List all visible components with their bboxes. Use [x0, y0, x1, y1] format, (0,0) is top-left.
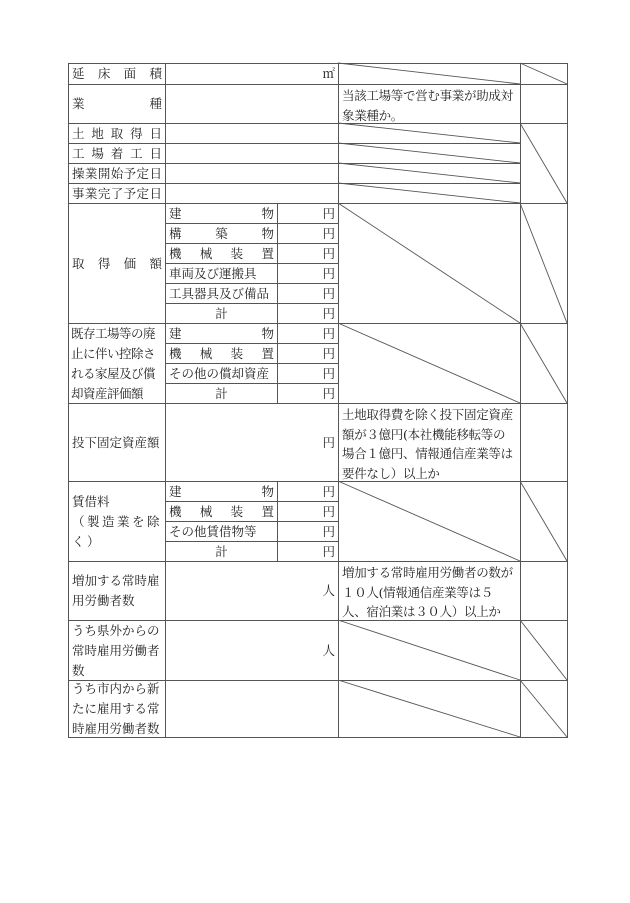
operation-start-date-label — [68, 163, 166, 184]
acquisition-item-tools-label: 工具器具及び備品 — [165, 283, 278, 304]
unit-yen: 円 — [322, 285, 335, 301]
unit-person: 人 — [322, 642, 335, 658]
rental-fee-label-line2: （製造業を除く） — [72, 513, 163, 549]
city-new-hires-label: うち市内から新たに雇用する常時雇用労働者数 — [68, 680, 166, 738]
deduction-total-input[interactable] — [277, 383, 339, 404]
factory-start-date-check-cell — [338, 143, 521, 164]
char: 予 — [123, 165, 137, 181]
char: 物 — [261, 483, 274, 499]
char: 積 — [149, 66, 162, 81]
rental-item-building-input[interactable] — [277, 481, 339, 502]
industry-result-cell[interactable] — [520, 84, 568, 124]
rental-item-machinery-label — [165, 501, 278, 522]
rental-result-cell — [520, 481, 568, 562]
rental-item-other-label: その他賃借物等 — [165, 521, 278, 542]
rental-fee-label-line1: 賃借料 — [72, 493, 110, 509]
char: 建 — [169, 325, 182, 341]
char: 事 — [72, 185, 85, 201]
char: 機 — [169, 245, 182, 261]
char: 取 — [72, 255, 85, 271]
unit-person: 人 — [322, 583, 335, 598]
char: 日 — [149, 185, 162, 201]
city-new-hires-result-cell — [520, 680, 568, 738]
deduction-check-cell — [338, 323, 521, 404]
land-acquisition-date-input[interactable] — [165, 123, 339, 144]
fixed-asset-result-cell[interactable] — [520, 403, 568, 482]
acquisition-item-structure-label — [165, 223, 278, 244]
char: 開 — [97, 165, 111, 181]
unit-yen: 円 — [322, 305, 335, 321]
char: 建 — [169, 205, 182, 221]
unit-sqm: ㎡ — [322, 66, 335, 81]
unit-yen: 円 — [322, 325, 335, 341]
char: 了 — [110, 185, 124, 201]
acquisition-total-label: 計 — [165, 303, 278, 324]
char: 機 — [169, 503, 182, 519]
fixed-asset-investment-input[interactable] — [165, 403, 339, 482]
floor-area-input[interactable] — [165, 63, 339, 85]
added-workers-criteria-note: 増加する常時雇用労働者の数が１０人(情報通信産業等は５人、宿泊業は３０人）以上か — [338, 561, 521, 621]
outside-prefecture-check-cell — [338, 620, 521, 681]
project-completion-date-input[interactable] — [165, 183, 339, 204]
floor-area-check-cell — [338, 63, 521, 85]
char: 建 — [169, 483, 182, 499]
deduction-item-other-assets-label: その他の償却資産 — [165, 363, 278, 384]
land-acquisition-date-check-cell — [338, 123, 521, 144]
char: 置 — [261, 345, 274, 361]
char: 日 — [149, 165, 162, 181]
deduction-result-cell — [520, 323, 568, 404]
unit-yen: 円 — [322, 543, 335, 559]
unit-yen: 円 — [322, 265, 335, 281]
acquisition-item-building-input[interactable] — [277, 203, 339, 224]
char: 取 — [110, 125, 124, 141]
deduction-item-machinery-input[interactable] — [277, 343, 339, 364]
fixed-asset-investment-label: 投下固定資産額 — [68, 403, 166, 482]
unit-yen: 円 — [322, 523, 335, 539]
char: 物 — [261, 325, 274, 341]
rental-item-building-label — [165, 481, 278, 502]
char: 物 — [261, 225, 274, 241]
unit-yen: 円 — [322, 503, 335, 519]
floor-area-label — [68, 63, 166, 85]
char: 種 — [149, 96, 162, 111]
city-new-hires-input[interactable] — [165, 680, 339, 738]
char: 械 — [199, 345, 213, 361]
outside-prefecture-workers-label: うち県外からの常時雇用労働者数 — [68, 620, 166, 681]
char: 着 — [110, 145, 124, 161]
unit-yen: 円 — [322, 245, 335, 261]
char: 械 — [199, 503, 213, 519]
fixed-asset-criteria-note: 土地取得費を除く投下固定資産額が３億円(本社機能移転等の場合１億円、情報通信産業等は要件なし）以上か — [338, 403, 521, 482]
land-acquisition-date-label — [68, 123, 166, 144]
char: 装 — [230, 245, 244, 261]
acquisition-price-label — [68, 203, 166, 324]
char: 築 — [215, 225, 228, 241]
dates-result-cell — [520, 123, 568, 204]
char: 置 — [261, 503, 274, 519]
project-completion-date-check-cell — [338, 183, 521, 204]
char: 操 — [72, 165, 85, 181]
char: 得 — [130, 125, 143, 141]
char: 工 — [130, 145, 143, 161]
industry-label — [68, 84, 166, 124]
char: 構 — [169, 225, 182, 241]
acquisition-item-machinery-label — [165, 243, 278, 264]
char: 業 — [84, 165, 98, 181]
factory-start-date-label — [68, 143, 166, 164]
acquisition-item-machinery-input[interactable] — [277, 243, 339, 264]
unit-yen: 円 — [322, 385, 335, 401]
unit-yen: 円 — [322, 483, 335, 499]
acquisition-item-tools-input[interactable] — [277, 283, 339, 304]
rental-total-input[interactable] — [277, 541, 339, 562]
acquisition-total-input[interactable] — [277, 303, 339, 324]
char: 機 — [169, 345, 182, 361]
deduction-total-label: 計 — [165, 383, 278, 404]
unit-yen: 円 — [322, 365, 335, 381]
existing-factory-deduction-label: 既存工場等の廃止に伴い控除される家屋及び償却資産評価額 — [68, 323, 166, 404]
char: 予 — [123, 185, 137, 201]
char: 定 — [136, 165, 150, 181]
floor-area-result-cell — [520, 63, 568, 85]
unit-yen: 円 — [322, 205, 335, 221]
project-completion-date-label — [68, 183, 166, 204]
rental-item-machinery-input[interactable] — [277, 501, 339, 522]
acquisition-item-structure-input[interactable] — [277, 223, 339, 244]
char: 装 — [230, 503, 244, 519]
operation-start-date-input[interactable] — [165, 163, 339, 184]
char: 完 — [97, 185, 111, 201]
industry-input[interactable] — [165, 84, 339, 124]
acquisition-result-cell — [520, 203, 568, 324]
deduction-item-building-label — [165, 323, 278, 344]
char: 地 — [91, 125, 104, 141]
char: 定 — [136, 185, 150, 201]
operation-start-date-check-cell — [338, 163, 521, 184]
acquisition-item-vehicles-label: 車両及び運搬具 — [165, 263, 278, 284]
char: 床 — [97, 66, 111, 81]
acquisition-item-building-label — [165, 203, 278, 224]
added-workers-result-cell[interactable] — [520, 561, 568, 621]
char: 土 — [72, 125, 85, 141]
char: 置 — [261, 245, 274, 261]
char: 額 — [149, 255, 162, 271]
outside-prefecture-workers-input[interactable] — [165, 620, 339, 681]
char: 得 — [97, 255, 111, 271]
char: 日 — [149, 125, 162, 141]
rental-check-cell — [338, 481, 521, 562]
char: 装 — [230, 345, 244, 361]
deduction-item-building-input[interactable] — [277, 323, 339, 344]
char: 業 — [72, 96, 85, 111]
acquisition-check-cell — [338, 203, 521, 324]
deduction-item-machinery-label — [165, 343, 278, 364]
added-workers-label: 増加する常時雇用労働者数 — [68, 561, 166, 621]
deduction-item-other-assets-input[interactable] — [277, 363, 339, 384]
char: 業 — [84, 185, 98, 201]
unit-yen: 円 — [322, 225, 335, 241]
char: 始 — [110, 165, 124, 181]
industry-criteria-note: 当該工場等で営む事業が助成対象業種か。 — [338, 84, 521, 124]
unit-yen: 円 — [322, 434, 335, 450]
factory-start-date-input[interactable] — [165, 143, 339, 164]
char: 工 — [72, 145, 85, 161]
char: 面 — [123, 66, 137, 81]
char: 械 — [199, 245, 213, 261]
city-new-hires-check-cell — [338, 680, 521, 738]
char: 物 — [261, 205, 274, 221]
char: 価 — [123, 255, 137, 271]
char: 場 — [91, 145, 104, 161]
rental-total-label: 計 — [165, 541, 278, 562]
rental-item-other-input[interactable] — [277, 521, 339, 542]
added-workers-input[interactable] — [165, 561, 339, 621]
unit-yen: 円 — [322, 345, 335, 361]
char: 延 — [72, 66, 85, 81]
rental-fee-label — [68, 481, 166, 562]
char: 日 — [149, 145, 162, 161]
acquisition-item-vehicles-input[interactable] — [277, 263, 339, 284]
outside-prefecture-result-cell — [520, 620, 568, 681]
